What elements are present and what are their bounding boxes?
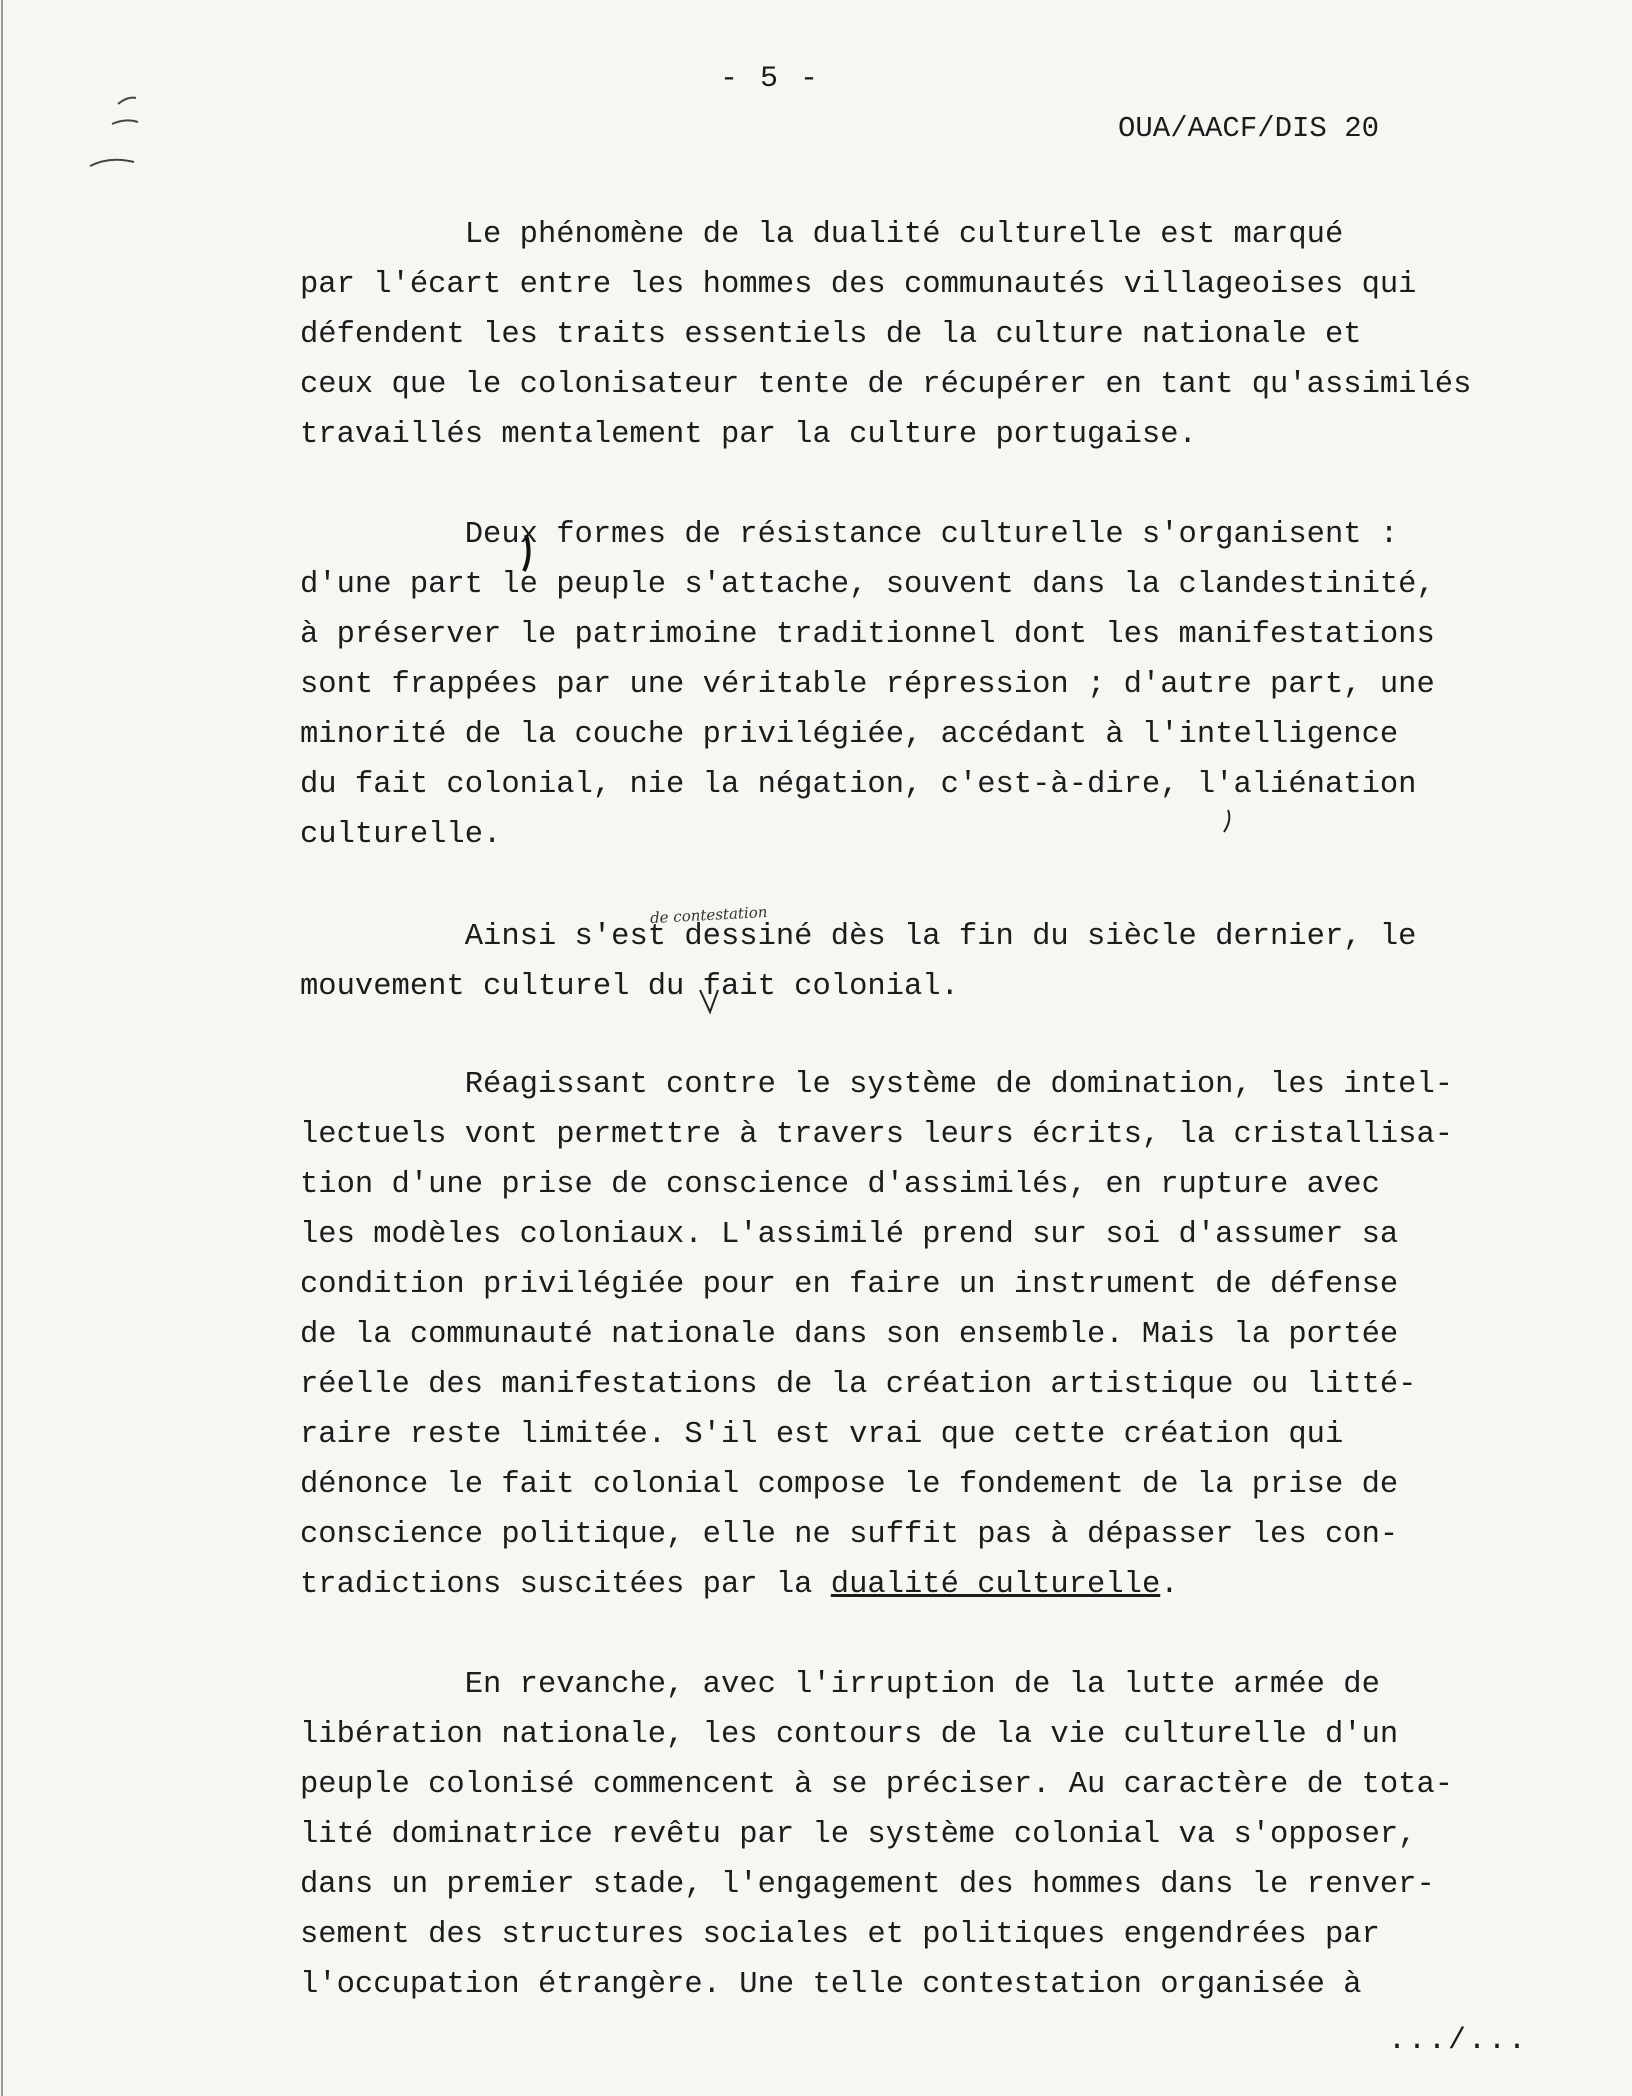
continuation-mark: .../... <box>1388 2024 1529 2058</box>
paragraph-4-text: Réagissant contre le système de domination, les intel- lectuels vont permettre à travers leurs écrits, la cristallisa- tion d'une prise de conscience d'assimilés, en rupture avec les modèles coloniaux. L'assimilé prend sur soi d'assumer sa condition privilégiée pour en faire un instrument de défense de la communauté nationale dans son ensemble. Mais la portée réelle des manifestations de la création artistique ou litté- raire reste limitée. S'il est vrai que cette création qui dénonce le fait colonial compose le fondement de la prise de conscience politique, elle ne suffit pas à dépasser les con- tradictions suscitées par la <box>300 1068 1454 1602</box>
underlined-phrase: dualité culturelle <box>830 1568 1161 1602</box>
handwritten-annotation: de contestation <box>649 902 768 928</box>
margin-scribble-mark <box>90 98 138 166</box>
paragraph-2: Deux formes de résistance culturelle s'organisent : d'une part le peuple s'attache, souvent dans la clandestinité, à préserver le patrimoine traditionnel dont les manifestations sont frappées par une véritable répression ; d'autre part, une minorité de la couche privilégiée, accédant à l'intelligence du fait colonial, nie la négation, c'est-à-dire, l'aliénation culturelle. <box>300 518 1435 852</box>
paragraph-4 <box>300 1060 1560 1610</box>
paragraph-3: Ainsi s'est dessiné dès la fin du siècle dernier, le mouvement culturel du fait colonial. <box>300 920 1417 1004</box>
page-number: - 5 - <box>720 62 821 96</box>
document-reference: OUA/AACF/DIS 20 <box>1118 112 1380 145</box>
paragraph-5: En revanche, avec l'irruption de la lutte armée de libération nationale, les contours de la vie culturelle d'un peuple colonisé commencent à se préciser. Au caractère de tota- lité dominatrice revêtu par le système colonial va s'opposer, dans un premier stade, l'engagement des hommes dans le renver- sement des structures sociales et politiques engendrées par l'occupation étrangère. Une telle contestation organisée à <box>300 1668 1454 2002</box>
paragraph-1: Le phénomène de la dualité culturelle est marqué par l'écart entre les hommes des communautés villageoises qui défendent les traits essentiels de la culture nationale et ceux que le colonisateur tente de récupérer en tant qu'assimilés travaillés mentalement par la culture portugaise. <box>300 218 1472 452</box>
paragraph-4-end: . <box>1160 1568 1179 1602</box>
